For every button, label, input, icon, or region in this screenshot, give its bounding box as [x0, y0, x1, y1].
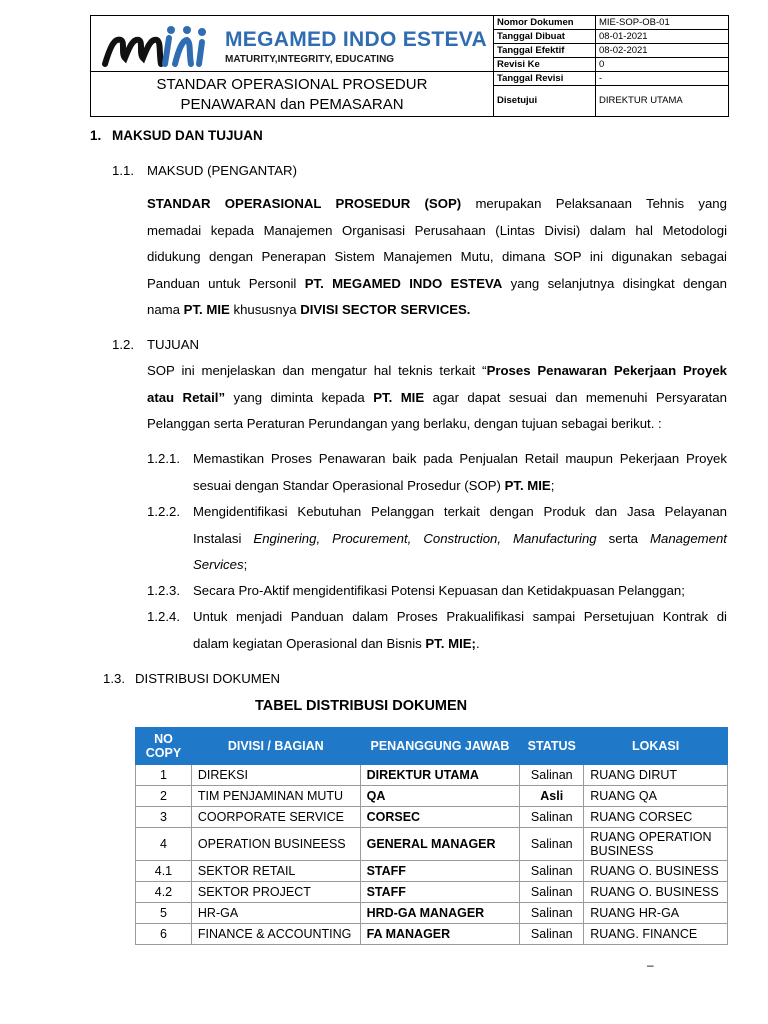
table-row [136, 765, 728, 786]
cell-status: Salinan [520, 807, 584, 828]
meta-value: 08-02-2021 [599, 45, 648, 56]
paragraph-line [147, 191, 727, 218]
item-1-2-1 [193, 446, 727, 499]
cell-status: Salinan [520, 882, 584, 903]
meta-key: Tanggal Efektif [494, 44, 596, 57]
cell-location: RUANG QA [584, 786, 728, 807]
cell-division: HR-GA [191, 903, 360, 924]
cell-responsible: DIREKTUR UTAMA [360, 765, 520, 786]
meta-key: Nomor Dokumen [494, 16, 596, 29]
text: merupakan Pelaksanaan Tehnis yang [461, 196, 727, 211]
cell-division: SEKTOR RETAIL [191, 861, 360, 882]
cell-location: RUANG O. BUSINESS [584, 861, 728, 882]
item-1-2-4 [193, 604, 727, 657]
cell-division: COORPORATE SERVICE [191, 807, 360, 828]
cell-responsible: STAFF [360, 882, 520, 903]
text: . [475, 635, 480, 651]
item-line [193, 604, 727, 631]
cell-division: FINANCE & ACCOUNTING [191, 924, 360, 945]
document-title-line1: STANDAR OPERASIONAL PROSEDUR [156, 76, 428, 93]
table-row [136, 861, 728, 882]
item-line: Services; [193, 557, 248, 572]
text: Pelanggan serta Peraturan Perundangan yang berlaku, dengan tujuan sebagai berikut. : [147, 416, 662, 431]
item-1-2-4-number: 1.2.4. [147, 609, 180, 624]
text: SOP ini menjelaskan dan mengatur hal teknis terkait “ [147, 363, 487, 378]
cell-no: 3 [136, 807, 192, 828]
bold-text: PT. MIE; [425, 635, 476, 651]
paragraph-line [147, 244, 727, 271]
section-1-1-title: MAKSUD (PENGANTAR) [147, 163, 297, 178]
column-header-responsible: PENANGGUNG JAWAB [360, 728, 520, 765]
meta-row [494, 72, 729, 86]
bold-text: PT. MEGAMED INDO ESTEVA [304, 275, 503, 291]
cell-status: Salinan [520, 828, 584, 861]
item-1-2-2-number: 1.2.2. [147, 504, 180, 519]
section-1-2-number: 1.2. [112, 337, 134, 352]
document-header [90, 15, 729, 117]
section-1-title: MAKSUD DAN TUJUAN [112, 128, 263, 143]
cell-responsible: FA MANAGER [360, 924, 520, 945]
section-1-3-number: 1.3. [103, 671, 125, 686]
cell-location: RUANG CORSEC [584, 807, 728, 828]
document-meta-table [494, 16, 729, 116]
meta-row [494, 44, 729, 58]
text: didukung dengan Penerapan Sistem Manajemen Mutu, dimana SOP ini digunakan sebagai [147, 249, 727, 264]
text: dalam kegiatan Operasional dan Bisnis [193, 635, 426, 651]
paragraph-line [147, 271, 727, 298]
cell-division: OPERATION BUSINEESS [191, 828, 360, 861]
meta-value: DIREKTUR UTAMA [599, 95, 683, 106]
bold-text: atau Retail” [147, 389, 226, 405]
page-footer-mark: – [647, 958, 654, 972]
item-1-2-3-number: 1.2.3. [147, 583, 180, 598]
cell-no: 2 [136, 786, 192, 807]
cell-location: RUANG. FINANCE [584, 924, 728, 945]
table-row [136, 828, 728, 861]
meta-value: - [599, 73, 603, 84]
meta-row [494, 16, 729, 30]
text: Memastikan Proses Penawaran baik pada Penjualan Retail maupun Pekerjaan Proyek [193, 451, 727, 466]
paragraph-line [147, 411, 727, 438]
column-header-location: LOKASI [584, 728, 728, 765]
item-line [193, 473, 727, 500]
paragraph-line [147, 358, 727, 385]
cell-responsible: CORSEC [360, 807, 520, 828]
section-1-2-paragraph [147, 358, 727, 438]
bold-text: DIVISI SECTOR SERVICES. [300, 302, 471, 317]
cell-no: 4.1 [136, 861, 192, 882]
meta-value: MIE-SOP-OB-01 [599, 17, 670, 28]
text: yang diminta kepada [225, 389, 374, 405]
italic-text: Management [650, 530, 727, 546]
column-header-no-copy: NO COPY [136, 728, 192, 765]
text: serta [596, 530, 650, 546]
meta-value: 08-01-2021 [599, 31, 648, 42]
meta-row [494, 58, 729, 72]
cell-location: RUANG DIRUT [584, 765, 728, 786]
table-row [136, 786, 728, 807]
item-line [193, 578, 727, 605]
bold-text: Proses Penawaran Pekerjaan Proyek [486, 363, 727, 378]
item-line [193, 631, 727, 658]
text: Secara Pro-Aktif mengidentifikasi Potensi Kepuasan dan Ketidakpuasan Pelanggan; [193, 583, 685, 598]
text: sesuai dengan Standar Operasional Prosedur (SOP) [193, 477, 505, 493]
column-header-division: DIVISI / BAGIAN [191, 728, 360, 765]
table-row [136, 903, 728, 924]
distribution-table-title: TABEL DISTRIBUSI DOKUMEN [255, 698, 468, 714]
document-title-line2: PENAWARAN dan PEMASARAN [180, 96, 404, 113]
cell-status: Salinan [520, 765, 584, 786]
cell-no: 4.2 [136, 882, 192, 903]
cell-division: DIREKSI [191, 765, 360, 786]
bold-text: PT. MIE [373, 389, 425, 405]
section-1-3-title: DISTRIBUSI DOKUMEN [135, 671, 281, 686]
cell-no: 1 [136, 765, 192, 786]
logo-cell [91, 16, 494, 72]
italic-text: Services [193, 557, 244, 572]
item-1-2-2 [193, 499, 727, 579]
text: khususnya [229, 302, 301, 317]
cell-responsible: GENERAL MANAGER [360, 828, 520, 861]
section-1-2-title: TUJUAN [147, 337, 200, 352]
table-row [136, 807, 728, 828]
section-1-1-paragraph [147, 191, 727, 324]
cell-no: 4 [136, 828, 192, 861]
paragraph-line [147, 385, 727, 412]
cell-status: Salinan [520, 903, 584, 924]
meta-value: 0 [599, 59, 605, 70]
paragraph-line [147, 218, 727, 245]
table-header-row [136, 728, 728, 765]
meta-key: Disetujui [494, 86, 596, 116]
meta-key: Revisi Ke [494, 58, 596, 71]
meta-key: Tanggal Revisi [494, 72, 596, 85]
table-row [136, 924, 728, 945]
section-1-number: 1. [90, 128, 102, 143]
meta-row [494, 30, 729, 44]
text: Mengidentifikasi Kebutuhan Pelanggan terkait dengan Produk dan Jasa Pelayanan [193, 504, 727, 519]
item-line [193, 499, 727, 526]
paragraph-line [147, 297, 727, 324]
cell-responsible: HRD-GA MANAGER [360, 903, 520, 924]
cell-division: SEKTOR PROJECT [191, 882, 360, 903]
cell-division: TIM PENJAMINAN MUTU [191, 786, 360, 807]
text: ; [550, 477, 555, 493]
column-header-status: STATUS [520, 728, 584, 765]
cell-status: Salinan [520, 924, 584, 945]
italic-text: Enginering, Procurement, Construction, Manufacturing [253, 530, 597, 546]
text: Panduan untuk Personil [147, 275, 305, 291]
cell-status: Asli [520, 786, 584, 807]
text: Instalasi [193, 530, 254, 546]
text: nama [147, 302, 184, 317]
cell-location: RUANG HR-GA [584, 903, 728, 924]
text: memadai kepada Manajemen Organisasi Perusahaan (Lintas Divisi) dalam hal Metodologi [147, 222, 727, 238]
cell-status: Salinan [520, 861, 584, 882]
cell-location: RUANG OPERATION BUSINESS [584, 828, 728, 861]
company-name: MEGAMED INDO ESTEVA [225, 28, 487, 51]
cell-no: 6 [136, 924, 192, 945]
bold-text: STANDAR OPERASIONAL PROSEDUR (SOP) [147, 196, 462, 211]
meta-row [494, 86, 729, 116]
section-1-1-number: 1.1. [112, 163, 134, 178]
text: agar dapat sesuai dan memenuhi Persyaratan [424, 389, 727, 405]
item-line [193, 446, 727, 473]
company-tagline: MATURITY,INTEGRITY, EDUCATING [225, 54, 395, 65]
document-title [91, 72, 494, 117]
meta-key: Tanggal Dibuat [494, 30, 596, 43]
cell-location: RUANG O. BUSINESS [584, 882, 728, 903]
cell-responsible: STAFF [360, 861, 520, 882]
distribution-table [135, 727, 728, 945]
text: Untuk menjadi Panduan dalam Proses Prakualifikasi sampai Persetujuan Kontrak di [193, 609, 727, 624]
bold-text: PT. MIE [504, 477, 551, 493]
company-logo-icon [101, 24, 219, 68]
cell-responsible: QA [360, 786, 520, 807]
item-line [193, 526, 727, 553]
item-1-2-3 [193, 578, 727, 605]
bold-text: PT. MIE [183, 302, 230, 317]
cell-no: 5 [136, 903, 192, 924]
text: yang selanjutnya disingkat dengan [502, 275, 728, 291]
item-1-2-1-number: 1.2.1. [147, 451, 180, 466]
table-row [136, 882, 728, 903]
